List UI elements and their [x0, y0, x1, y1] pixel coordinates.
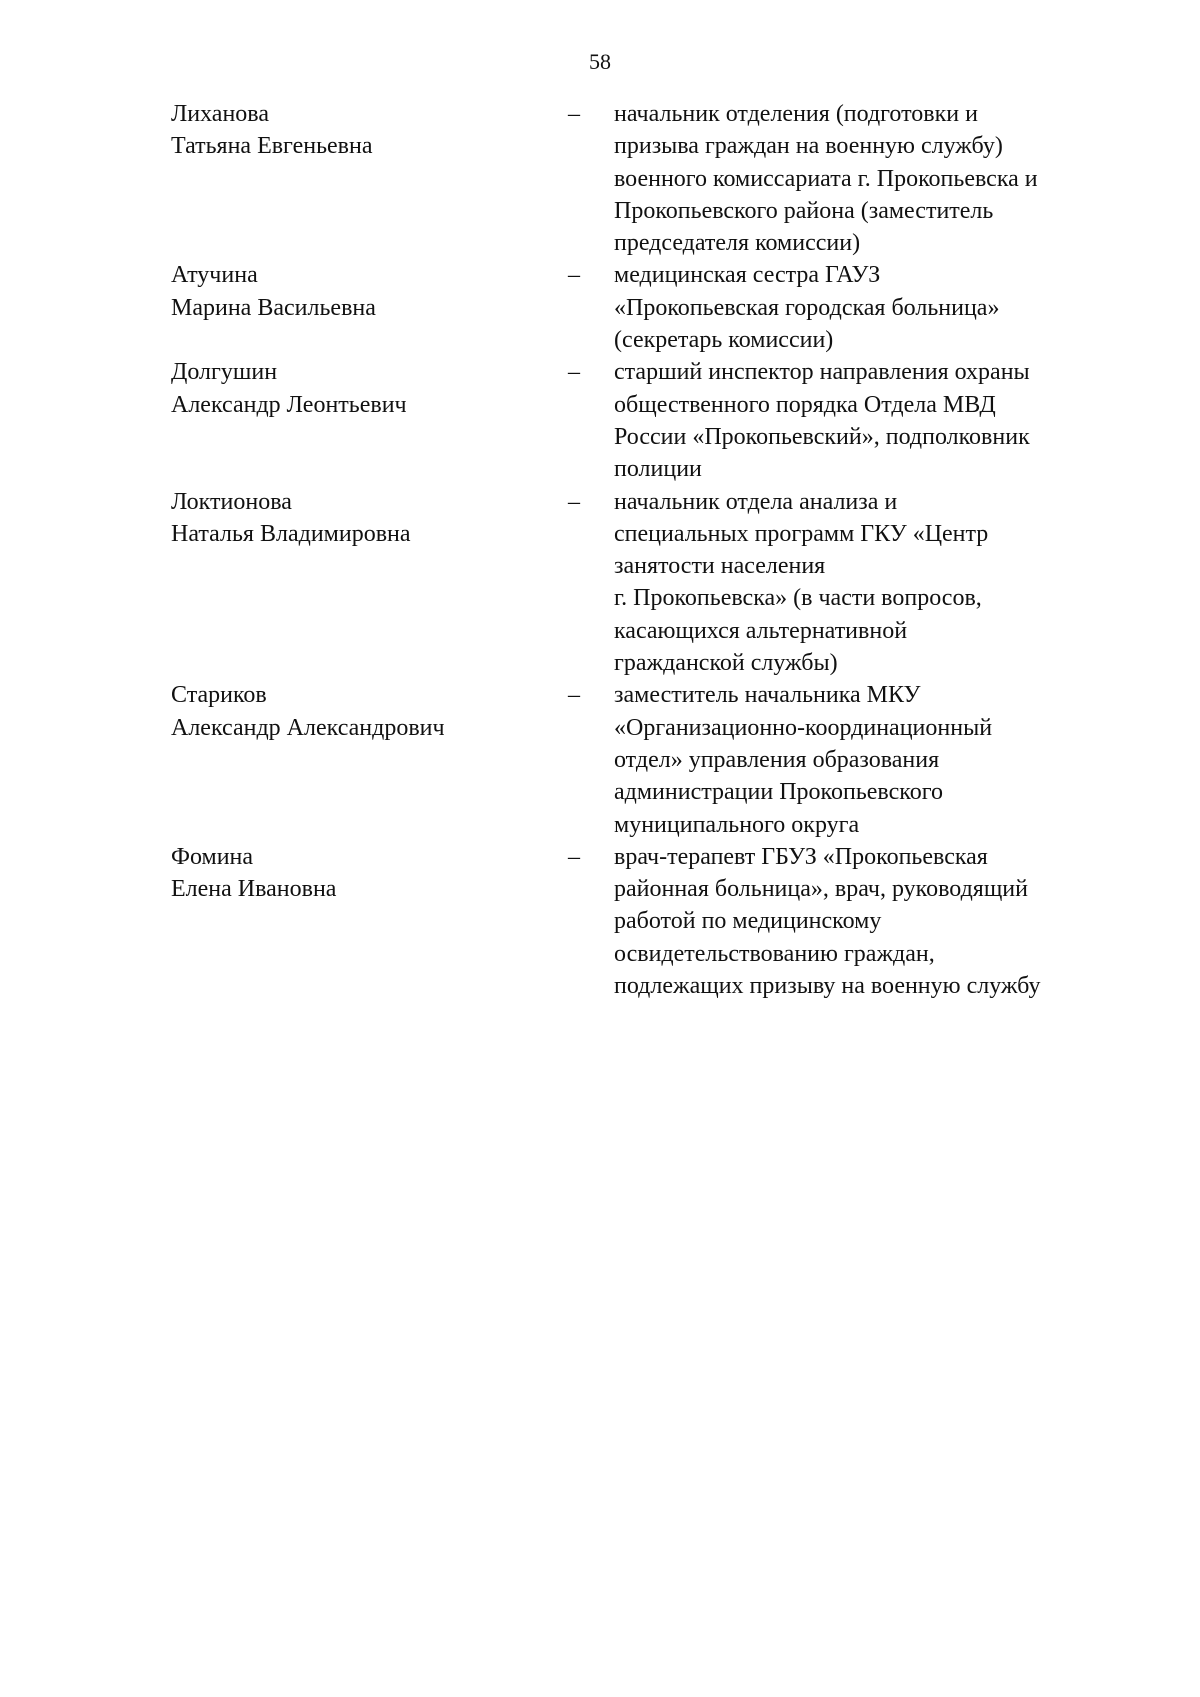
member-surname: Стариков — [171, 682, 267, 709]
member-entry — [0, 841, 1200, 1002]
member-name — [171, 679, 551, 744]
member-name — [171, 259, 551, 324]
role-line: полиции — [614, 456, 702, 483]
role-line: администрации Прокопьевского — [614, 779, 943, 806]
member-surname: Атучина — [171, 262, 258, 289]
role-line: касающихся альтернативной — [614, 617, 908, 644]
role-line: начальник отдела анализа и — [614, 488, 898, 515]
member-entry — [0, 259, 1200, 356]
role-line: «Прокопьевская городская больница» — [614, 294, 1000, 321]
role-line: старший инспектор направления охраны — [614, 359, 1030, 386]
role-line: призыва граждан на военную службу) — [614, 133, 1003, 160]
dash-separator: – — [568, 682, 580, 709]
dash-separator: – — [568, 488, 580, 515]
role-line: районная больница», врач, руководящий — [614, 876, 1028, 903]
role-line: муниципального округа — [614, 811, 860, 838]
member-surname: Локтионова — [171, 488, 292, 515]
member-surname: Фомина — [171, 843, 254, 870]
member-role — [614, 486, 1134, 680]
role-line: заместитель начальника МКУ — [614, 682, 921, 709]
member-given-names: Александр Александрович — [171, 714, 445, 741]
member-name — [171, 98, 551, 163]
member-entry — [0, 356, 1200, 485]
role-line: медицинская сестра ГАУЗ — [614, 262, 881, 289]
role-line: «Организационно-координационный — [614, 714, 993, 741]
member-given-names: Елена Ивановна — [171, 876, 337, 903]
commission-members-list — [0, 98, 1200, 1002]
role-line: подлежащих призыву на военную службу — [614, 973, 1041, 1000]
member-given-names: Татьяна Евгеньевна — [171, 133, 373, 160]
role-line: гражданской службы) — [614, 650, 838, 677]
member-surname: Долгушин — [171, 359, 278, 386]
member-role — [614, 356, 1134, 485]
member-role — [614, 259, 1134, 356]
role-line: общественного порядка Отдела МВД — [614, 391, 996, 418]
member-name — [171, 486, 551, 551]
member-role — [614, 679, 1134, 840]
role-line: врач-терапевт ГБУЗ «Прокопьевская — [614, 843, 988, 870]
page-number: 58 — [589, 49, 611, 74]
member-surname: Лиханова — [171, 101, 269, 127]
member-given-names: Наталья Владимировна — [171, 520, 411, 547]
role-line: занятости населения — [614, 553, 826, 580]
role-line: г. Прокопьевска» (в части вопросов, — [614, 585, 982, 612]
dash-separator: – — [568, 843, 580, 870]
member-given-names: Марина Васильевна — [171, 294, 376, 321]
role-line: начальник отделения (подготовки и — [614, 101, 978, 127]
dash-separator: – — [568, 262, 580, 289]
member-role — [614, 98, 1134, 259]
member-entry — [0, 98, 1200, 259]
member-entry — [0, 486, 1200, 680]
role-line: освидетельствованию граждан, — [614, 940, 935, 967]
role-line: Прокопьевского района (заместитель — [614, 197, 994, 224]
member-name — [171, 356, 551, 421]
member-given-names: Александр Леонтьевич — [171, 391, 407, 418]
member-role — [614, 841, 1134, 1002]
role-line: России «Прокопьевский», подполковник — [614, 423, 1030, 450]
role-line: председателя комиссии) — [614, 230, 861, 257]
role-line: работой по медицинскому — [614, 908, 882, 935]
role-line: (секретарь комиссии) — [614, 327, 834, 354]
member-name — [171, 841, 551, 906]
role-line: специальных программ ГКУ «Центр — [614, 520, 989, 547]
role-line: отдел» управления образования — [614, 746, 940, 773]
dash-separator: – — [568, 101, 580, 127]
dash-separator: – — [568, 359, 580, 386]
member-entry — [0, 679, 1200, 840]
role-line: военного комиссариата г. Прокопьевска и — [614, 165, 1038, 192]
